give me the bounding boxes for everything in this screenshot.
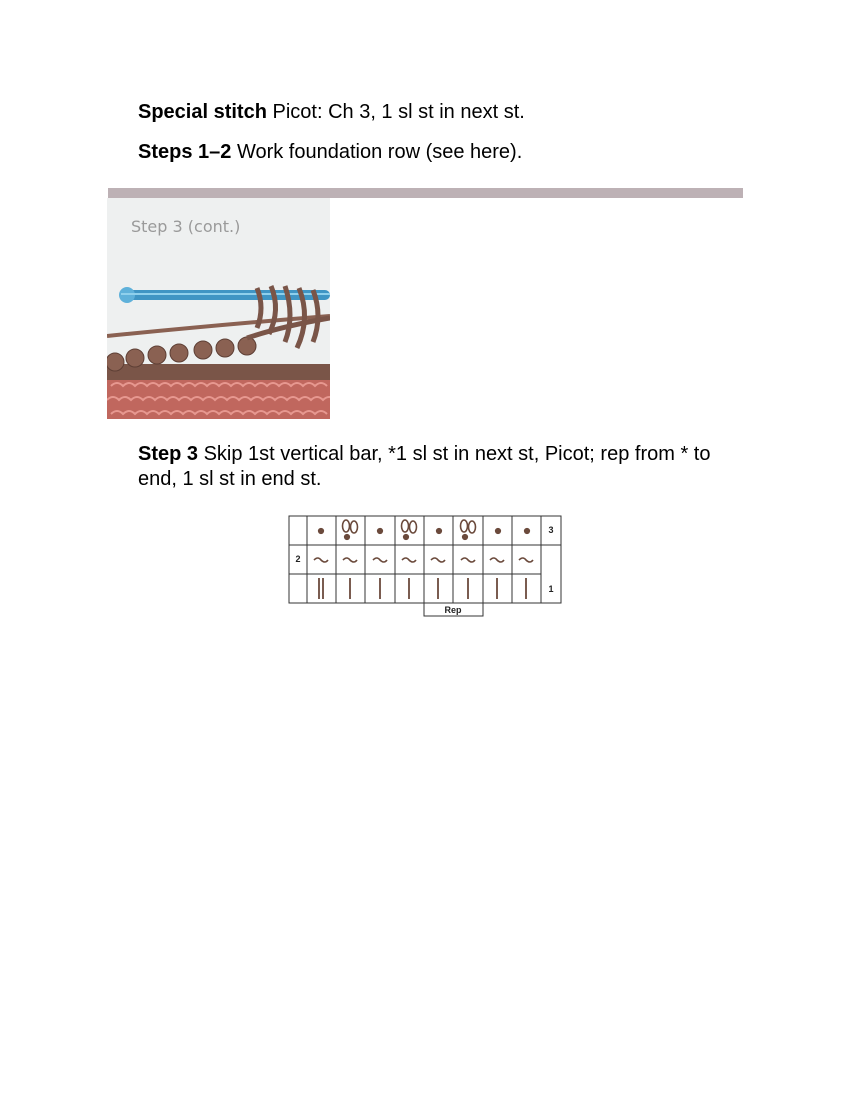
tilde-stitch-icon [314,558,328,562]
slip-stitch-dot-icon [495,528,500,533]
tilde-stitch-icon [431,558,445,562]
tilde-stitch-icon [343,558,357,562]
steps-1-2-text: Work foundation row (see here). [236,141,523,163]
section-divider [108,188,743,198]
tilde-stitch-icon [461,558,475,562]
picot-icon [461,520,476,539]
step-3-label: Step 3 [138,443,199,465]
row-1-number: 1 [548,584,554,594]
slip-stitch-dot-icon [524,528,529,533]
special-stitch-text: Picot: Ch 3, 1 sl st in next st. [272,101,525,123]
tilde-stitch-icon [519,558,533,562]
stitch-chart [287,514,563,620]
step-3-photo [107,198,330,419]
repeat-label: Rep [444,605,462,615]
row-2-number: 2 [295,554,301,564]
step-3-paragraph [138,442,748,492]
slip-stitch-dot-icon [377,528,382,533]
photo-caption: Step 3 (cont.) [131,217,241,236]
step-3-text: Skip 1st vertical bar, *1 sl st in next st, Picot; rep from * to end, 1 sl st in end st. [138,443,711,490]
picot-icon [343,520,358,539]
double-bar-icon [319,578,323,599]
row-3-number: 3 [548,525,554,535]
picot-icon [402,520,417,539]
slip-stitch-dot-icon [318,528,323,533]
tilde-stitch-icon [373,558,387,562]
steps-1-2-label: Steps 1–2 [138,141,232,163]
slip-stitch-dot-icon [436,528,441,533]
special-stitch-paragraph [138,100,525,125]
steps-1-2-paragraph [138,140,522,165]
tilde-stitch-icon [490,558,504,562]
special-stitch-label: Special stitch [138,101,267,123]
tilde-stitch-icon [402,558,416,562]
